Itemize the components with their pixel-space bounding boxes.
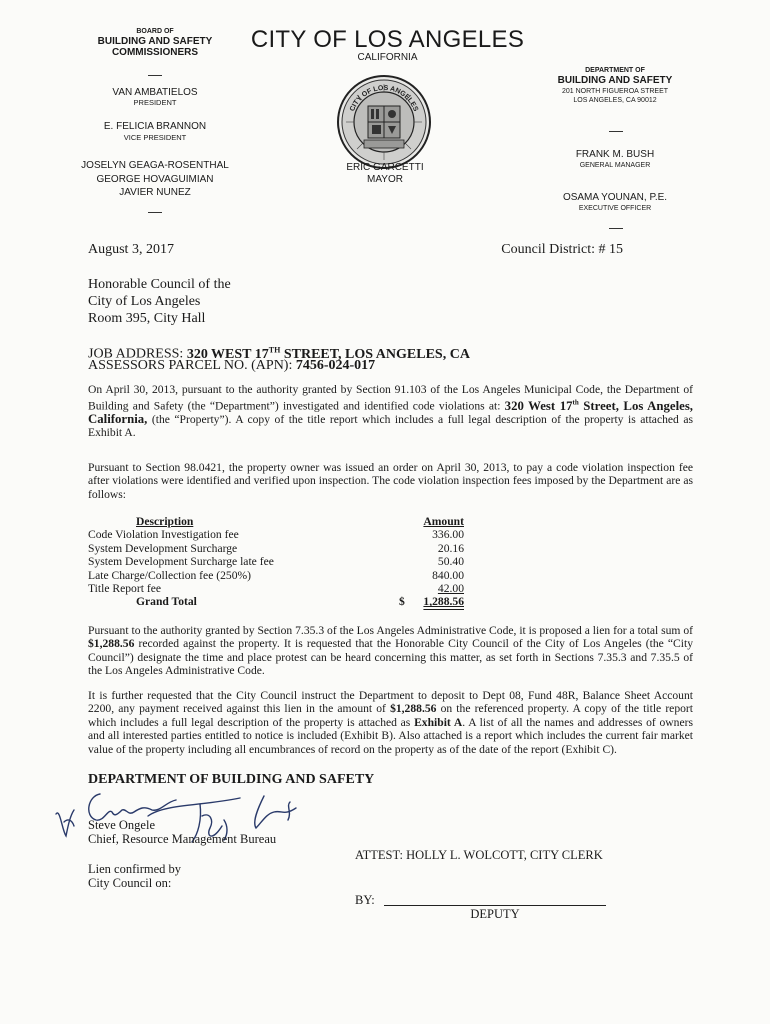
letter-date: August 3, 2017 bbox=[88, 242, 174, 257]
board-line1: BOARD OF bbox=[136, 28, 174, 35]
fee-label: Code Violation Investigation fee bbox=[88, 528, 239, 542]
commissioner-members bbox=[60, 159, 250, 200]
fee-rows bbox=[88, 528, 464, 595]
p3-bold: $1,288.56 bbox=[88, 637, 135, 651]
fee-row bbox=[88, 555, 464, 568]
grand-total-label: Grand Total bbox=[136, 595, 197, 609]
grand-total-amount: 1,288.56 bbox=[423, 595, 464, 609]
member-name: JOSELYN GEAGA-ROSENTHAL bbox=[81, 160, 229, 171]
fee-amount: 336.00 bbox=[432, 528, 464, 542]
fee-amount: 20.16 bbox=[437, 541, 464, 555]
job-address-sup: TH bbox=[268, 345, 281, 354]
fee-label: Title Report fee bbox=[88, 581, 161, 595]
paragraph-2: Pursuant to Section 98.0421, the property owner was issued an order on April 30, 2013, to pay a code violation inspection fee after violations were identified and verified upon inspection. The code violation inspection fees imposed by the Department are as follows: bbox=[88, 461, 693, 501]
apn-value: 7456-024-017 bbox=[295, 358, 376, 373]
lien-confirmed-block bbox=[88, 862, 181, 890]
member-name: JAVIER NUNEZ bbox=[119, 187, 191, 198]
council-district: Council District: # 15 bbox=[501, 242, 623, 257]
mayor-block bbox=[300, 162, 470, 185]
fee-total-row bbox=[88, 595, 464, 608]
amount-header: Amount bbox=[423, 515, 464, 528]
commissioner-name: VAN AMBATIELOS bbox=[112, 87, 198, 98]
job-address-value: 320 WEST 17 bbox=[186, 346, 269, 362]
executive-officer-name: OSAMA YOUNAN, P.E. bbox=[562, 192, 668, 203]
signer-title: Chief, Resource Management Bureau bbox=[88, 832, 277, 846]
apn-line bbox=[88, 358, 375, 374]
city-seal bbox=[336, 74, 432, 170]
fee-amount: 50.40 bbox=[437, 555, 464, 569]
fee-row bbox=[88, 528, 464, 541]
fee-row bbox=[88, 569, 464, 582]
city-title: CITY OF LOS ANGELES bbox=[250, 26, 525, 53]
department-line1: DEPARTMENT OF bbox=[585, 67, 645, 74]
department-heading bbox=[515, 66, 715, 105]
executive-officer-block bbox=[515, 192, 715, 213]
board-heading bbox=[60, 28, 250, 58]
fee-table bbox=[88, 515, 464, 609]
p1-text: On April 30, 2013, pursuant to the authority granted by Section 91.103 of the Los Angeles Municipal Code, the Department of Building and Safety (the “Department”) investigated and identified code violations at: bbox=[88, 383, 693, 413]
recipient-line: Honorable Council of the bbox=[88, 277, 231, 292]
divider bbox=[609, 131, 623, 132]
signature-line bbox=[384, 905, 606, 906]
state-label: CALIFORNIA bbox=[357, 52, 418, 63]
seal-text: CITY OF LOS ANGELES bbox=[349, 84, 419, 113]
job-address-rest: STREET, LOS ANGELES, CA bbox=[280, 346, 470, 362]
commissioner-vice-president bbox=[60, 121, 250, 144]
department-address1: 201 NORTH FIGUEROA STREET bbox=[561, 88, 669, 95]
commissioner-role: PRESIDENT bbox=[133, 98, 177, 107]
board-line3: COMMISSIONERS bbox=[111, 47, 199, 58]
p4-text: It is further requested that the City Council instruct the Department to deposit to Dept 08, Fund 48R, Balance Sheet Account 2200, any payment received against this lien in the amount of bbox=[88, 689, 693, 716]
general-manager-block bbox=[515, 149, 715, 170]
fee-label: System Development Surcharge late fee bbox=[88, 555, 274, 569]
fee-label: System Development Surcharge bbox=[88, 541, 238, 555]
board-line2: BUILDING AND SAFETY bbox=[97, 36, 213, 47]
apn-label: ASSESSORS PARCEL NO. (APN): bbox=[88, 358, 296, 373]
general-manager-name: FRANK M. BUSH bbox=[575, 149, 655, 160]
signer-block bbox=[88, 818, 276, 846]
lien-confirmed-line: City Council on: bbox=[88, 876, 172, 890]
paragraph-1 bbox=[88, 383, 693, 440]
executive-officer-title: EXECUTIVE OFFICER bbox=[578, 205, 652, 212]
divider bbox=[148, 75, 162, 76]
lien-confirmed-line: Lien confirmed by bbox=[88, 862, 182, 876]
job-address-label: JOB ADDRESS: bbox=[88, 346, 187, 362]
signer-name: Steve Ongele bbox=[88, 818, 155, 832]
fee-amount: 840.00 bbox=[432, 568, 464, 582]
fee-row bbox=[88, 582, 464, 595]
mayor-name: ERIC GARCETTI bbox=[346, 162, 424, 173]
commissioner-president bbox=[60, 87, 250, 107]
recipient-block bbox=[88, 276, 231, 327]
p1-text-rest: (the “Property”). A copy of the title report which includes a full legal description of the property is attached as Exhibit A. bbox=[88, 413, 693, 440]
commissioner-name: E. FELICIA BRANNON bbox=[103, 121, 207, 132]
fee-label: Late Charge/Collection fee (250%) bbox=[88, 568, 252, 582]
recipient-line: City of Los Angeles bbox=[88, 294, 201, 309]
p1-bold: 320 West 17 bbox=[504, 398, 573, 413]
general-manager-title: GENERAL MANAGER bbox=[579, 162, 651, 169]
p3-text-rest: recorded against the property. It is requested that the Honorable City Council of the City of Los Angeles (the “City Council”) designate the time and place protest can be heard concerning this matter, as set forth in Sections 7.35.3 and 7.35.5 of the Los Angeles Administrative Code. bbox=[88, 637, 693, 678]
mayor-title: MAYOR bbox=[367, 173, 403, 185]
paragraph-4 bbox=[88, 689, 693, 756]
p4-text-rest: . A list of all the names and addresses of owners and all interested parties entitled to notice is included (Exhibit B). Also attached is a report which includes the current fair market value of the property including all encumbrances of record on the property as of the date of the report (Exhibit C). bbox=[88, 715, 693, 756]
fee-header-row bbox=[88, 515, 464, 528]
fee-row bbox=[88, 542, 464, 555]
description-header: Description bbox=[136, 515, 194, 528]
paragraph-3 bbox=[88, 624, 693, 678]
p1-bold2: Street, Los Angeles, California, bbox=[88, 398, 694, 427]
currency-symbol: $ bbox=[399, 595, 405, 609]
p4-bold2: Exhibit A bbox=[414, 715, 463, 729]
fee-amount: 42.00 bbox=[437, 581, 464, 595]
department-address2: LOS ANGELES, CA 90012 bbox=[573, 97, 657, 104]
member-name: GEORGE HOVAGUIMIAN bbox=[96, 173, 214, 185]
divider bbox=[148, 212, 162, 213]
p3-text: Pursuant to the authority granted by Section 7.35.3 of the Los Angeles Administrative Code, it is proposed a lien for a total sum of bbox=[88, 624, 693, 637]
p4-bold: $1,288.56 bbox=[390, 702, 437, 716]
p4-text-mid: on the referenced property. A copy of the title report which includes a full legal description of the property is attached as bbox=[88, 702, 694, 729]
attest-line: ATTEST: HOLLY L. WOLCOTT, CITY CLERK bbox=[355, 848, 603, 862]
commissioner-role: VICE PRESIDENT bbox=[123, 133, 187, 142]
recipient-line: Room 395, City Hall bbox=[88, 311, 206, 326]
department-line2: BUILDING AND SAFETY bbox=[557, 75, 673, 86]
divider bbox=[609, 228, 623, 229]
p1-sup: th bbox=[572, 398, 579, 407]
deputy-label: DEPUTY bbox=[470, 907, 520, 921]
by-label: BY: bbox=[355, 893, 375, 907]
department-signature-heading: DEPARTMENT OF BUILDING AND SAFETY bbox=[88, 772, 375, 787]
